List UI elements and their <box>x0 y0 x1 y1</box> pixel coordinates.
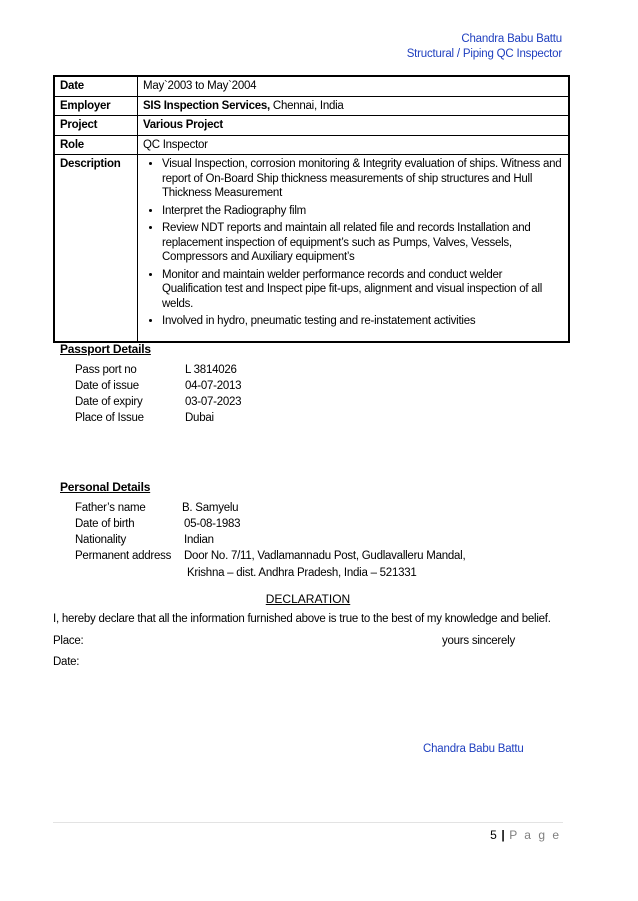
personal-label: Date of birth <box>75 518 135 530</box>
personal-label: Nationality <box>75 534 126 546</box>
description-list <box>143 157 563 329</box>
passport-value: Dubai <box>185 412 214 424</box>
row-label-description: Description <box>54 155 138 342</box>
personal-value: B. Samyelu <box>182 502 239 514</box>
footer-separator: | <box>501 828 506 842</box>
page-number: 5 <box>490 828 498 842</box>
passport-label: Date of issue <box>75 380 139 392</box>
page-footer <box>490 828 561 842</box>
closing-text: yours sincerely <box>442 635 515 647</box>
declaration-statement: I, hereby declare that all the information furnished above is true to the best of my knowledge and belief. <box>53 613 551 625</box>
row-value-project: Various Project <box>138 116 570 136</box>
row-value-description <box>138 155 570 342</box>
table-row <box>54 155 569 342</box>
signature-name: Chandra Babu Battu <box>423 743 524 755</box>
passport-label: Date of expiry <box>75 396 143 408</box>
list-item: • Involved in hydro, pneumatic testing and re-instatement activities <box>162 314 563 329</box>
row-value-employer <box>138 96 570 116</box>
address-line-2: Krishna – dist. Andhra Pradesh, India – 521331 <box>187 567 417 579</box>
passport-value: L 3814026 <box>185 364 237 376</box>
list-item: • Review NDT reports and maintain all related file and records Installation and replacement inspection of equipment’s such as Pumps, Valves, Vessels, Compressors and Auxiliary equipment’s <box>162 221 563 265</box>
header-title: Structural / Piping QC Inspector <box>406 48 562 60</box>
passport-label: Pass port no <box>75 364 137 376</box>
personal-value: Door No. 7/11, Vadlamannadu Post, Gudlavalleru Mandal, <box>184 550 466 562</box>
page-header <box>407 32 562 62</box>
list-item: • Interpret the Radiography film <box>162 204 563 219</box>
passport-label: Place of Issue <box>75 412 144 424</box>
personal-value: Indian <box>184 534 214 546</box>
row-value-date: May`2003 to May`2004 <box>138 76 570 96</box>
table-row <box>54 96 569 116</box>
row-label-project: Project <box>54 116 138 136</box>
page-word: P a g e <box>509 828 561 842</box>
row-label-date: Date <box>54 76 138 96</box>
personal-section-title: Personal Details <box>60 480 151 494</box>
date-label: Date: <box>53 656 80 668</box>
place-label: Place: <box>53 635 84 647</box>
list-item: • Monitor and maintain welder performance records and conduct welder Qualification test and Inspect pipe fit-ups, alignment and visual inspection of all welds. <box>162 268 563 312</box>
job-table <box>53 75 570 343</box>
row-value-role: QC Inspector <box>138 135 570 155</box>
row-label-employer: Employer <box>54 96 138 116</box>
table-row <box>54 135 569 155</box>
personal-label: Father’s name <box>75 502 146 514</box>
footer-divider <box>53 822 563 823</box>
table-row <box>54 76 569 96</box>
declaration-title: DECLARATION <box>265 592 351 606</box>
employer-name: SIS Inspection Services, <box>143 99 270 112</box>
passport-value: 04-07-2013 <box>185 380 242 392</box>
personal-value: 05-08-1983 <box>184 518 241 530</box>
list-item: • Visual Inspection, corrosion monitoring & Integrity evaluation of ships. Witness and report of On-Board Ship thickness measurements of ship structures and Hull Thickness Measurement <box>162 157 563 201</box>
passport-value: 03-07-2023 <box>185 396 242 408</box>
table-row <box>54 116 569 136</box>
row-label-role: Role <box>54 135 138 155</box>
passport-section-title: Passport Details <box>60 342 151 356</box>
header-name: Chandra Babu Battu <box>461 33 562 45</box>
employer-location: Chennai, India <box>269 99 344 112</box>
personal-label: Permanent address <box>75 550 172 562</box>
